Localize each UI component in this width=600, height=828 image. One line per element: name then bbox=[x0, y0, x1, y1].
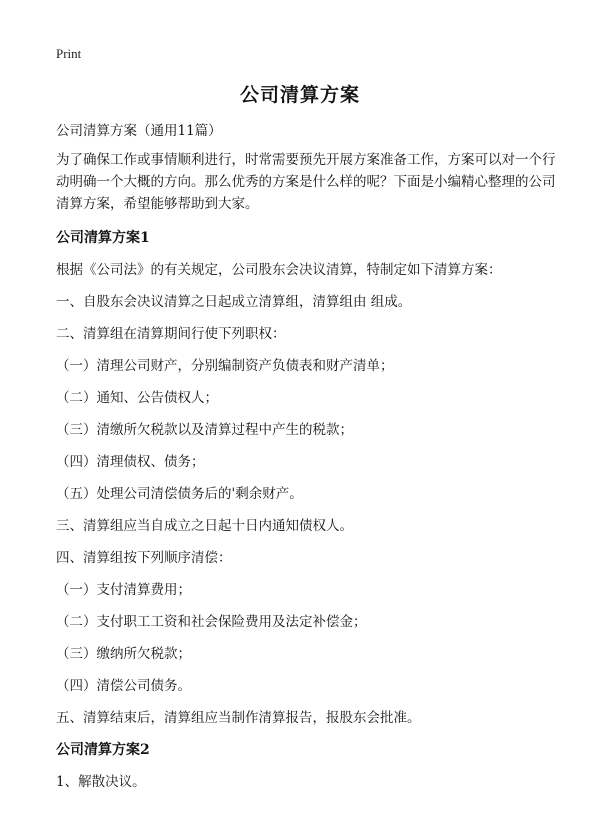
intro-paragraph: 为了确保工作或事情顺利进行，时常需要预先开展方案准备工作，方案可以对一个行动明确一个大概的方向。那么优秀的方案是什么样的呢？下面是小编精心整理的公司清算方案，希望能够帮助到大家。 bbox=[56, 152, 556, 212]
section-heading-1: 公司清算方案1 bbox=[56, 230, 150, 246]
section1-paragraph: 一、自股东会决议清算之日起成立清算组，清算组由 组成。 bbox=[56, 294, 412, 310]
section1-paragraph: （二）通知、公告债权人； bbox=[56, 390, 218, 406]
section1-paragraph: 五、清算结束后，清算组应当制作清算报告，报股东会批准。 bbox=[56, 710, 421, 726]
document-subtitle: 公司清算方案（通用11篇） bbox=[56, 123, 222, 139]
section1-paragraph: 二、清算组在清算期间行使下列职权： bbox=[56, 326, 286, 342]
section-heading-2: 公司清算方案2 bbox=[56, 742, 150, 758]
section1-paragraph: （二）支付职工工资和社会保险费用及法定补偿金； bbox=[56, 614, 367, 630]
section1-paragraph: 根据《公司法》的有关规定，公司股东会决议清算，特制定如下清算方案： bbox=[56, 262, 502, 278]
section1-paragraph: （四）清偿公司债务。 bbox=[56, 678, 191, 694]
section1-paragraph: （五）处理公司清偿债务后的'剩余财产。 bbox=[56, 486, 303, 502]
section1-paragraph: （三）缴纳所欠税款； bbox=[56, 646, 191, 662]
page-title: 公司清算方案 bbox=[239, 84, 360, 106]
section2-paragraph: 1、解散决议。 bbox=[56, 774, 146, 790]
section1-paragraph: （一）清理公司财产，分别编制资产负债表和财产清单； bbox=[56, 358, 394, 374]
section1-paragraph: 四、清算组按下列顺序清偿： bbox=[56, 550, 232, 566]
section1-paragraph: （四）清理债权、债务； bbox=[56, 454, 205, 470]
document-body bbox=[56, 120, 556, 803]
section1-paragraph: （一）支付清算费用； bbox=[56, 582, 191, 598]
section1-paragraph: 三、清算组应当自成立之日起十日内通知债权人。 bbox=[56, 518, 353, 534]
section1-paragraph: （三）清缴所欠税款以及清算过程中产生的税款； bbox=[56, 422, 353, 438]
print-link[interactable]: Print bbox=[56, 46, 82, 61]
